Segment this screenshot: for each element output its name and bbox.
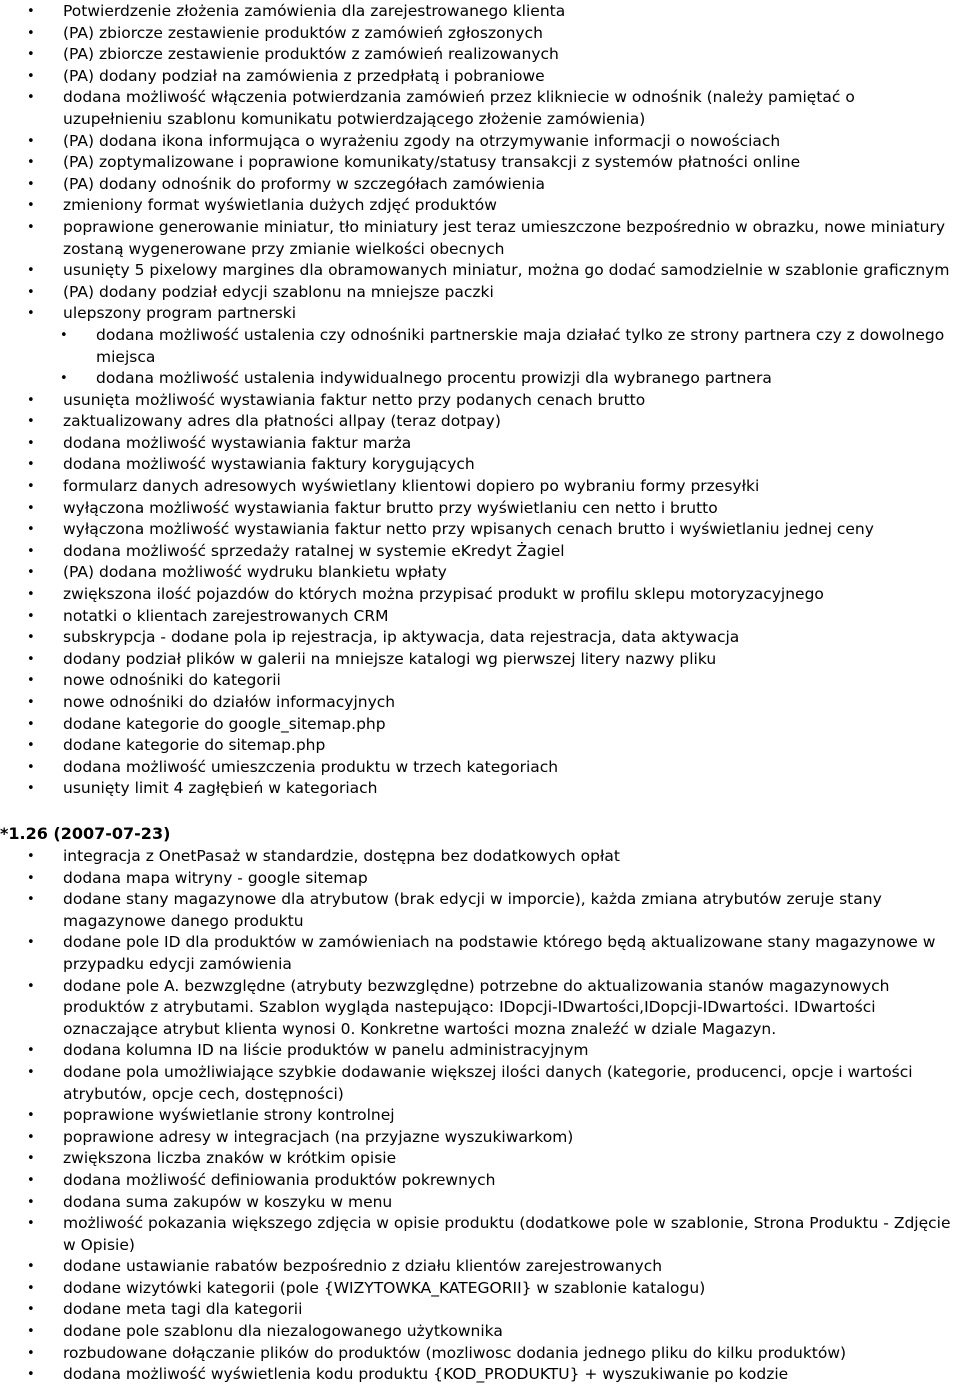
changelog-item: • dodana możliwość wyświetlenia kodu produktu {KOD_PRODUKTU} + wyszukiwanie po kodzie: [0, 1364, 960, 1386]
changelog-item: • dodane stany magazynowe dla atrybutow (brak edycji w imporcie), każda zmiana atrybutów zeruje stany magazynowe danego produktu: [0, 889, 960, 932]
changelog-item: • (PA) zoptymalizowane i poprawione komunikaty/statusy transakcji z systemów płatności online: [0, 152, 960, 174]
changelog-subitem: • dodana możliwość ustalenia czy odnośniki partnerskie maja działać tylko ze strony partnera czy z dowolnego miejsca: [0, 325, 960, 368]
changelog-item: • dodana mapa witryny - google sitemap: [0, 868, 960, 890]
changelog-item: • subskrypcja - dodane pola ip rejestracja, ip aktywacja, data rejestracja, data aktywacja: [0, 627, 960, 649]
changelog-item: • (PA) zbiorcze zestawienie produktów z zamówień zgłoszonych: [0, 23, 960, 45]
changelog-item: • dodane wizytówki kategorii (pole {WIZYTOWKA_KATEGORII} w szablonie katalogu): [0, 1278, 960, 1300]
changelog-item: • usunięty limit 4 zagłębień w kategoriach: [0, 778, 960, 800]
changelog-item: • integracja z OnetPasaż w standardzie, dostępna bez dodatkowych opłat: [0, 846, 960, 868]
changelog-item: • usunięta możliwość wystawiania faktur netto przy podanych cenach brutto: [0, 390, 960, 412]
changelog-item: • (PA) dodany odnośnik do proformy w szczegółach zamówienia: [0, 174, 960, 196]
changelog-subitem: • dodana możliwość ustalenia indywidualnego procentu prowizji dla wybranego partnera: [0, 368, 960, 390]
changelog-item: • dodane pole A. bezwzględne (atrybuty bezwzględne) potrzebne do aktualizowania stanów magazynowych produktów z atrybutami. Szablon wygląda nastepująco: IDopcji-IDwartości,IDopcji-IDwartości. IDwartości oznaczające atrybut klienta wynosi 0. Konkretne wartości mozna znaleźć w dziale Magazyn.: [0, 976, 960, 1041]
changelog-item: • dodane ustawianie rabatów bezpośrednio z działu klientów zarejestrowanych: [0, 1256, 960, 1278]
changelog-item: • dodana możliwość umieszczenia produktu w trzech kategoriach: [0, 757, 960, 779]
changelog-item: • nowe odnośniki do działów informacyjnych: [0, 692, 960, 714]
changelog-item: • dodana kolumna ID na liście produktów w panelu administracyjnym: [0, 1040, 960, 1062]
changelog-item: • ulepszony program partnerski: [0, 303, 960, 325]
changelog-item: • zwiększona ilość pojazdów do których można przypisać produkt w profilu sklepu motoryzacyjnego: [0, 584, 960, 606]
changelog-item: • dodana możliwość wystawiania faktur marża: [0, 433, 960, 455]
changelog-item: • usunięty 5 pixelowy margines dla obramowanych miniatur, można go dodać samodzielnie w szablonie graficznym: [0, 260, 960, 282]
changelog-item: • wyłączona możliwość wystawiania faktur netto przy wpisanych cenach brutto i wyświetlaniu jednej ceny: [0, 519, 960, 541]
changelog-item: • (PA) dodany podział na zamówienia z przedpłatą i pobraniowe: [0, 66, 960, 88]
changelog-item: • dodana możliwość definiowania produktów pokrewnych: [0, 1170, 960, 1192]
changelog-item: • możliwość pokazania większego zdjęcia w opisie produktu (dodatkowe pole w szablonie, Strona Produktu - Zdjęcie w Opisie): [0, 1213, 960, 1256]
changelog-list-1-26: [0, 846, 960, 1386]
changelog-item: • poprawione generowanie miniatur, tło miniatury jest teraz umieszczone bezpośrednio w obrazku, nowe miniatury zostaną wygenerowane przy zmianie wielkości obecnych: [0, 217, 960, 260]
changelog-item: • rozbudowane dołączanie plików do produktów (mozliwosc dodania jednego pliku do kilku produktów): [0, 1343, 960, 1365]
changelog-item: • zmieniony format wyświetlania dużych zdjęć produktów: [0, 195, 960, 217]
changelog-item: • (PA) dodana możliwość wydruku blankietu wpłaty: [0, 562, 960, 584]
changelog-item: • (PA) zbiorcze zestawienie produktów z zamówień realizowanych: [0, 44, 960, 66]
changelog-item: • dodane pola umożliwiające szybkie dodawanie większej ilości danych (kategorie, producenci, opcje i wartości atrybutów, opcje cech, dostępności): [0, 1062, 960, 1105]
changelog-item: • dodane pole szablonu dla niezalogowanego użytkownika: [0, 1321, 960, 1343]
changelog-list-previous: [0, 1, 960, 800]
changelog-item: • zaktualizowany adres dla płatności allpay (teraz dotpay): [0, 411, 960, 433]
changelog-item: • zwiększona liczba znaków w krótkim opisie: [0, 1148, 960, 1170]
version-heading: *1.26 (2007-07-23): [0, 824, 171, 843]
changelog-item: • dodana suma zakupów w koszyku w menu: [0, 1192, 960, 1214]
changelog-item: • (PA) dodany podział edycji szablonu na mniejsze paczki: [0, 282, 960, 304]
changelog-item: • dodana możliwość włączenia potwierdzania zamówień przez klikniecie w odnośnik (należy pamiętać o uzupełnieniu szablonu komunikatu potwierdzającego złożenie zamówienia): [0, 87, 960, 130]
changelog-item: • poprawione wyświetlanie strony kontrolnej: [0, 1105, 960, 1127]
changelog-item: • dodane kategorie do sitemap.php: [0, 735, 960, 757]
changelog-item: • dodana możliwość wystawiania faktury korygujących: [0, 454, 960, 476]
changelog-item: • dodane pole ID dla produktów w zamówieniach na podstawie którego będą aktualizowane stany magazynowe w przypadku edycji zamówienia: [0, 932, 960, 975]
changelog-item: • poprawione adresy w integracjach (na przyjazne wyszukiwarkom): [0, 1127, 960, 1149]
changelog-item: • Potwierdzenie złożenia zamówienia dla zarejestrowanego klienta: [0, 1, 960, 23]
changelog-item: • nowe odnośniki do kategorii: [0, 670, 960, 692]
changelog-item: • (PA) dodana ikona informująca o wyrażeniu zgody na otrzymywanie informacji o nowościach: [0, 131, 960, 153]
changelog-item: • dodany podział plików w galerii na mniejsze katalogi wg pierwszej litery nazwy pliku: [0, 649, 960, 671]
changelog-item: • notatki o klientach zarejestrowanych CRM: [0, 606, 960, 628]
changelog-item: • dodana możliwość sprzedaży ratalnej w systemie eKredyt Żagiel: [0, 541, 960, 563]
changelog-item: • formularz danych adresowych wyświetlany klientowi dopiero po wybraniu formy przesyłki: [0, 476, 960, 498]
changelog-item: • wyłączona możliwość wystawiania faktur brutto przy wyświetlaniu cen netto i brutto: [0, 498, 960, 520]
changelog-item: • dodane kategorie do google_sitemap.php: [0, 714, 960, 736]
changelog-item: • dodane meta tagi dla kategorii: [0, 1299, 960, 1321]
